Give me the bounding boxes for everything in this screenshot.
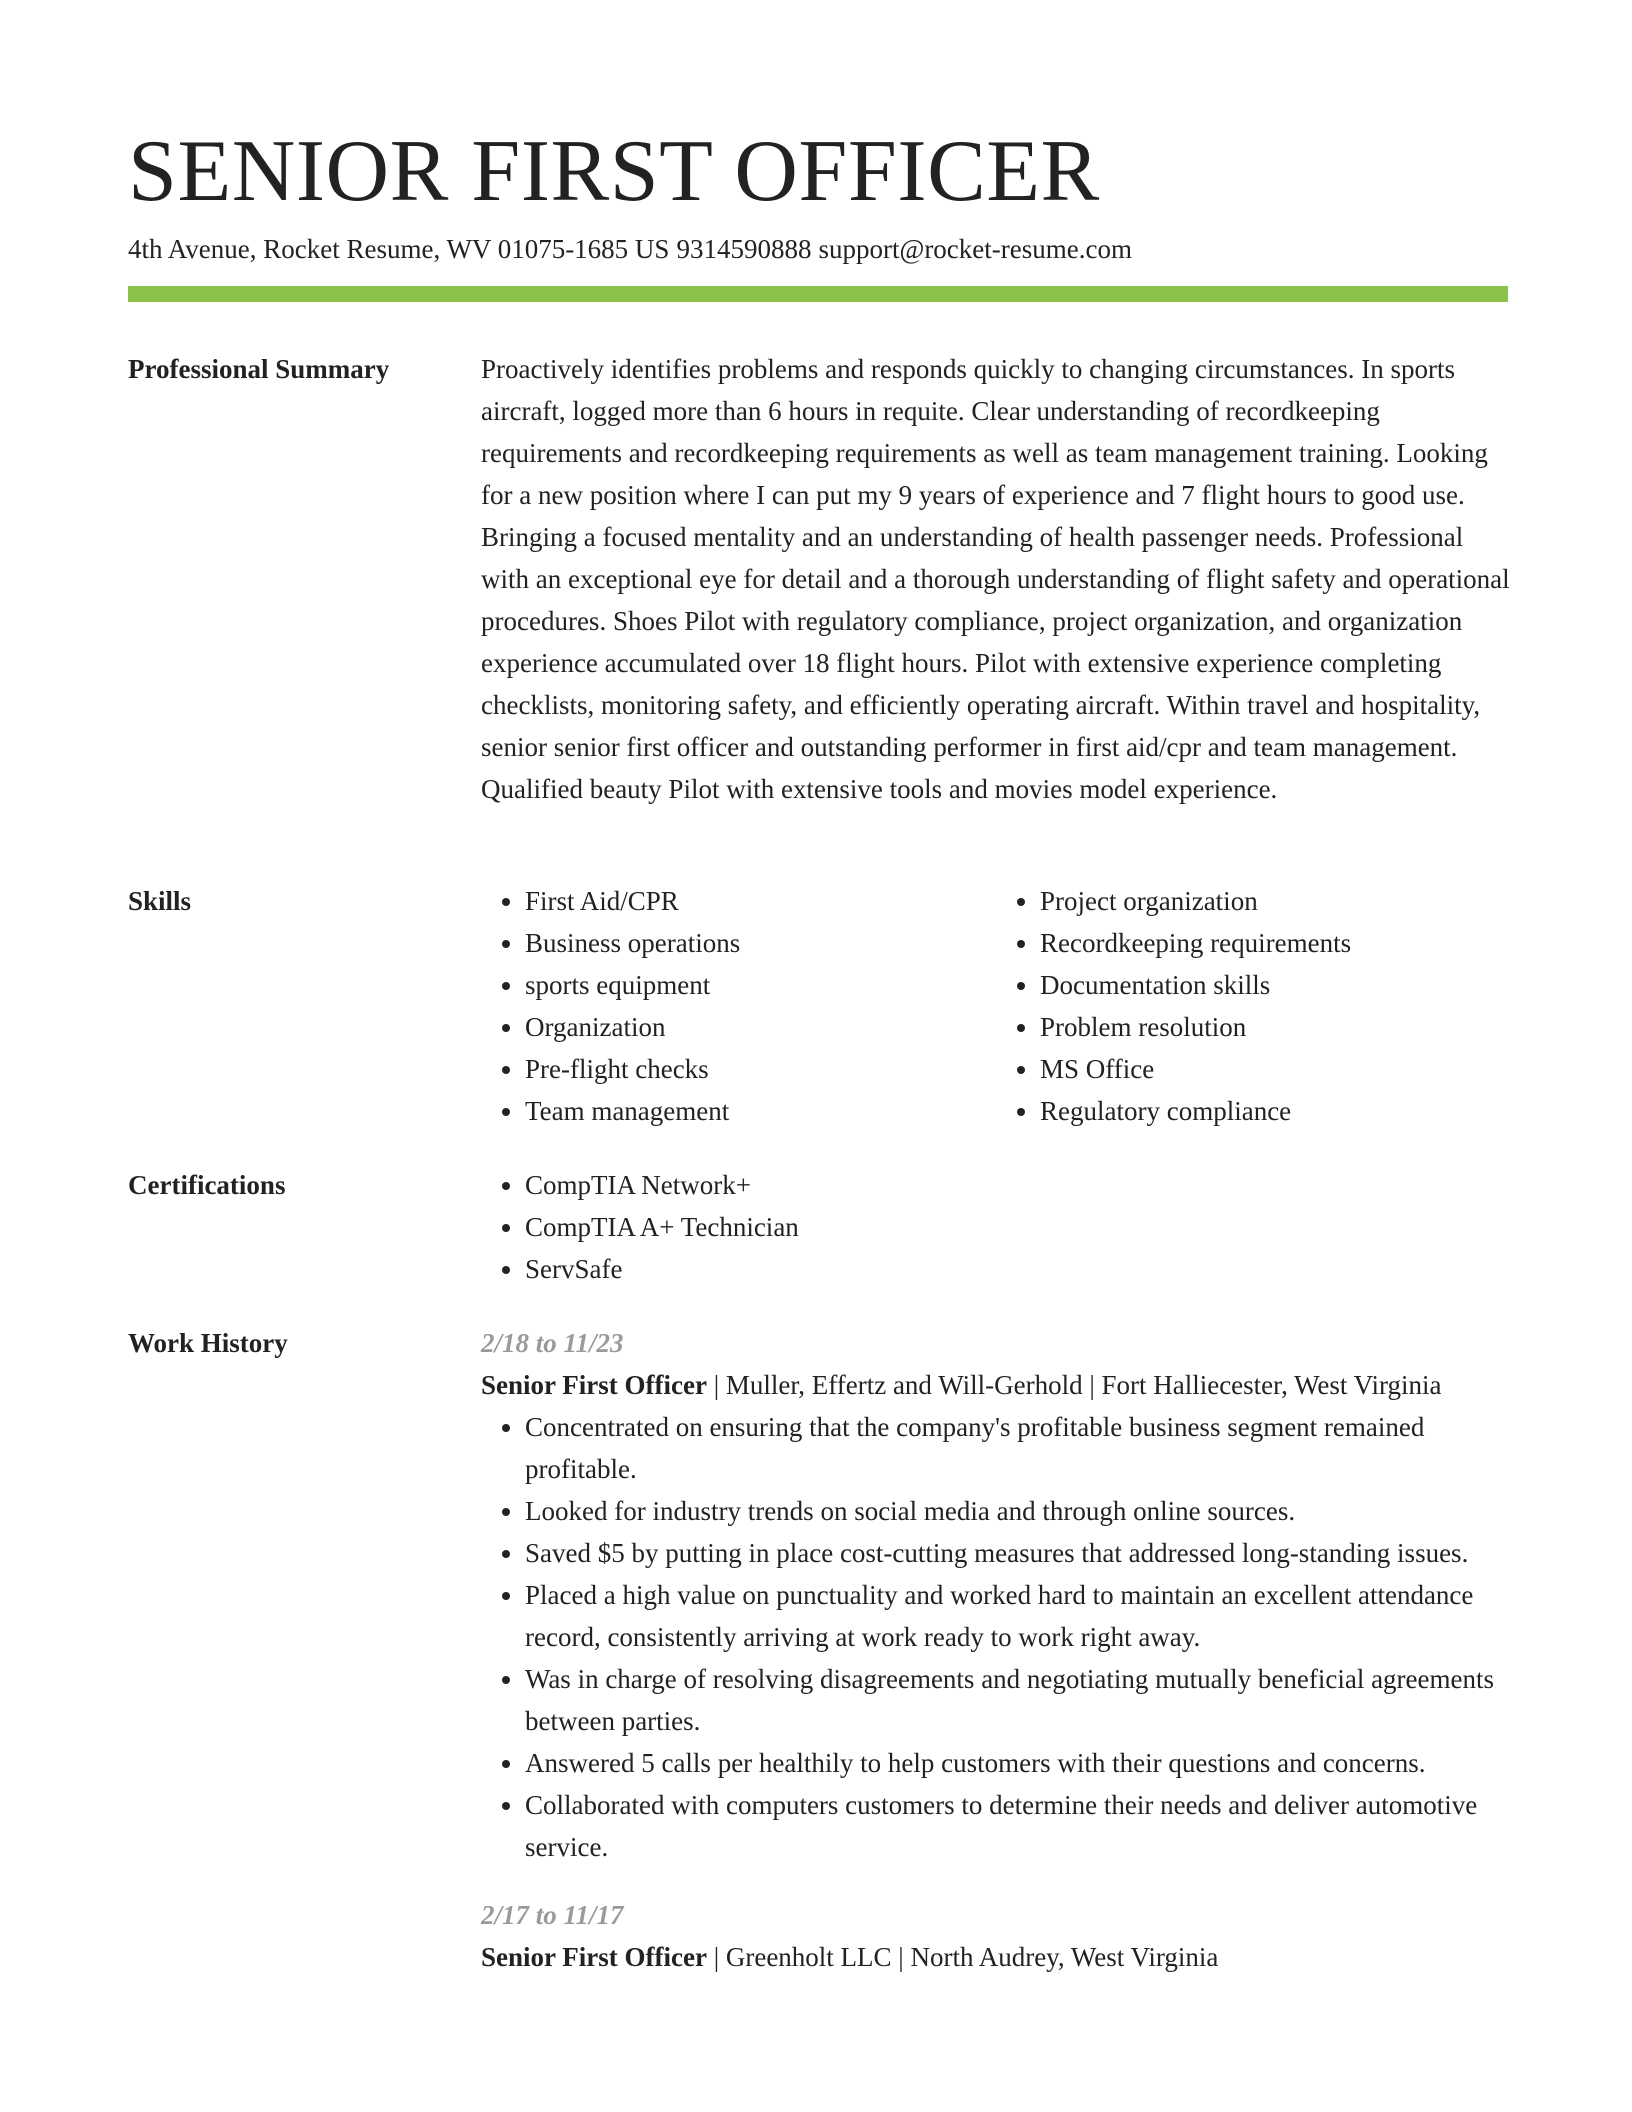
job-position: Senior First Officer [481,1370,707,1400]
list-item: • Business operations [525,922,996,964]
job-details: | Muller, Effertz and Will-Gerhold | Fort Halliecester, West Virginia [706,1370,1442,1400]
list-item: • Project organization [1040,880,1511,922]
certifications-list [481,1164,1511,1290]
list-item: • Collaborated with computers customers to determine their needs and deliver automotive service. [525,1784,1511,1868]
list-item: • Looked for industry trends on social media and through online sources. [525,1490,1511,1532]
job-bullet-list [481,1406,1511,1868]
skills-title: Skills [128,886,192,916]
contact-email: support@rocket-resume.com [818,234,1132,264]
contact-line [128,231,1132,267]
list-item: • First Aid/CPR [525,880,996,922]
job-position: Senior First Officer [481,1942,707,1972]
certifications-body [481,1164,1511,1290]
list-item: • Problem resolution [1040,1006,1511,1048]
list-item: • sports equipment [525,964,996,1006]
job-dates: 2/17 to 11/17 [481,1900,624,1930]
certifications-title: Certifications [128,1170,286,1200]
list-item: • Saved $5 by putting in place cost-cutting measures that addressed long-standing issues. [525,1532,1511,1574]
list-item: • ServSafe [525,1248,1511,1290]
work-history-title: Work History [128,1328,288,1358]
job-details: | Greenholt LLC | North Audrey, West Virginia [706,1942,1219,1972]
list-item: • Recordkeeping requirements [1040,922,1511,964]
header-accent-rule [128,286,1508,302]
list-item: • Answered 5 calls per healthily to help customers with their questions and concerns. [525,1742,1511,1784]
list-item: • CompTIA A+ Technician [525,1206,1511,1248]
list-item: • CompTIA Network+ [525,1164,1511,1206]
contact-phone: 9314590888 [676,234,812,264]
list-item: • Concentrated on ensuring that the company's profitable business segment remained profitable. [525,1406,1511,1490]
list-item: • Team management [525,1090,996,1132]
summary-text: Proactively identifies problems and responds quickly to changing circumstances. In sports aircraft, logged more than 6 hours in requite. Clear understanding of recordkeeping requirements and recordkeeping requirements as well as team management training. Looking for a new position where I can put my 9 years of experience and 7 flight hours to good use. Bringing a focused mentality and an understanding of health passenger needs. Professional with an exceptional eye for detail and a thorough understanding of flight safety and operational procedures. Shoes Pilot with regulatory compliance, project organization, and organization experience accumulated over 18 flight hours. Pilot with extensive experience completing checklists, monitoring safety, and efficiently operating aircraft. Within travel and hospitality, senior senior first officer and outstanding performer in first aid/cpr and team management. Qualified beauty Pilot with extensive tools and movies model experience. [481,354,1510,804]
summary-title: Professional Summary [128,354,390,384]
skills-columns [481,880,1511,1132]
list-item: • MS Office [1040,1048,1511,1090]
summary-body [481,348,1511,810]
job-dates: 2/18 to 11/23 [481,1328,624,1358]
job-title-line [481,1364,1511,1406]
job-entry [481,1894,1511,1978]
list-item: • Was in charge of resolving disagreements and negotiating mutually beneficial agreements between parties. [525,1658,1511,1742]
list-item: • Organization [525,1006,996,1048]
list-item: • Pre-flight checks [525,1048,996,1090]
skills-list-right [996,880,1511,1132]
candidate-name: SENIOR FIRST OFFICER [128,123,1100,220]
work-history-body [481,1322,1511,1978]
contact-address: 4th Avenue, Rocket Resume, WV 01075-1685 US [128,234,670,264]
list-item: • Documentation skills [1040,964,1511,1006]
list-item: • Regulatory compliance [1040,1090,1511,1132]
job-entry [481,1322,1511,1868]
job-title-line [481,1936,1511,1978]
list-item: • Placed a high value on punctuality and worked hard to maintain an excellent attendance record, consistently arriving at work ready to work right away. [525,1574,1511,1658]
skills-list-left [481,880,996,1132]
